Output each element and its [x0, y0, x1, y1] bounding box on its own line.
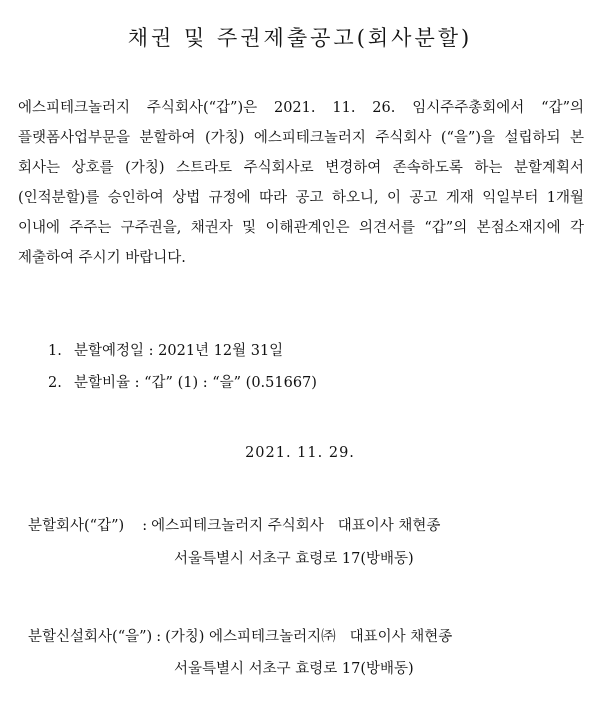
party-label: 분할회사(“갑”) — [28, 518, 125, 534]
splitting-company-address: 서울특별시 서초구 효령로 17(방배동) — [174, 551, 414, 567]
item-text: 분할예정일 : 2021년 12월 31일 — [74, 343, 284, 359]
new-company — [28, 625, 452, 646]
party-separator: : — [142, 518, 148, 534]
notice-item-split-date — [48, 339, 283, 360]
party-separator: : — [156, 629, 162, 645]
new-company-address: 서울특별시 서초구 효령로 17(방배동) — [174, 661, 414, 677]
party-representative: 대표이사 채현종 — [349, 629, 453, 645]
item-text: 분할비율 : “갑” (1) : “을” (0.51667) — [74, 375, 317, 391]
splitting-company — [28, 514, 440, 535]
party-company: 에스피테크놀러지 주식회사 — [151, 518, 324, 534]
notice-date: 2021. 11. 29. — [245, 445, 355, 461]
item-number: 2. — [48, 375, 62, 391]
item-number: 1. — [48, 343, 62, 359]
party-company: (가칭) 에스피테크놀러지㈜ — [165, 629, 336, 645]
notice-item-split-ratio — [48, 371, 317, 392]
party-label: 분할신설회사(“을”) — [28, 629, 153, 645]
party-representative: 대표이사 채현종 — [337, 518, 441, 534]
notice-body: 에스피테크놀러지 주식회사(“갑”)은 2021. 11. 26. 임시주주총회에서 “갑”의 플랫폼사업부문을 분할하여 (가칭) 에스피테크놀러지 주식회사 (“을”)을 설립하되 본 회사는 상호를 (가칭) 스트라토 주식회사로 변경하여 존속하도록 하는 분할계획서(인적분할)를 승인하여 상법 규정에 따라 공고 하오니, 이 공고 게재 익일부터 1개월 이내에 주주는 구주권을, 채권자 및 이해관계인은 의견서를 “갑”의 본점소재지에 각 제출하여 주시기 바랍니다. — [18, 100, 584, 266]
notice-title: 채권 및 주권제출공고(회사분할) — [127, 26, 473, 50]
